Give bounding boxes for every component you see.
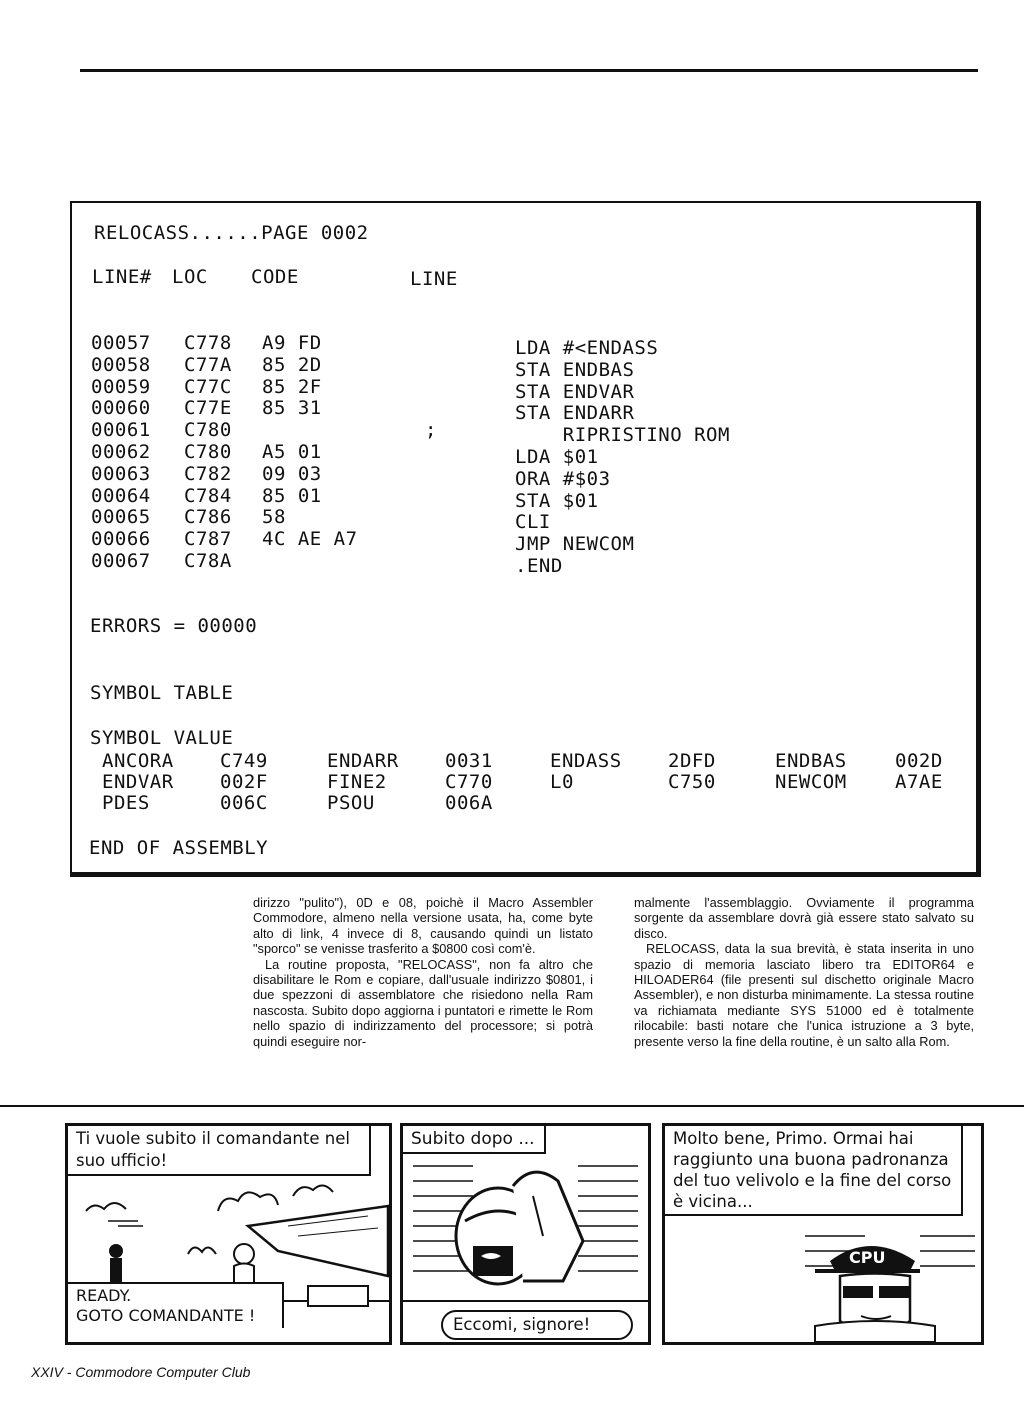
- listing-line: 00063: [91, 462, 151, 485]
- panel-2-speech-bubble: Eccomi, signore!: [441, 1310, 633, 1340]
- symbol-row: [102, 750, 962, 771]
- listing-code: 58: [262, 506, 286, 529]
- listing-instr: STA $01: [515, 489, 599, 512]
- symbol-name: ENDBAS: [775, 750, 847, 772]
- article-paragraph: RELOCASS, data la sua brevità, è stata inserita in uno spazio di memoria lasciato libero tra EDITOR64 e HILOADER64 (file presenti sul dischetto originale Macro Assembler), e non disturba minimamente. La stessa routine va richiamata mediante SYS 51000 ed è totalmente rilocabile: basti notare che l'unica istruzione a 3 byte, presente verso la fine della routine, è un salto alla Rom.: [634, 941, 974, 1049]
- symbol-value: 006C: [220, 792, 268, 814]
- symbol-name: PDES: [102, 792, 150, 814]
- listing-loc: C77A: [184, 353, 232, 376]
- symbol-value: 002D: [895, 750, 943, 772]
- symbol-name: ANCORA: [102, 750, 174, 772]
- listing-title: RELOCASS......PAGE 0002: [94, 222, 369, 244]
- listing-instr: STA ENDBAS: [515, 358, 635, 381]
- listing-row: [91, 440, 971, 468]
- col-header-loc: LOC: [172, 266, 208, 288]
- top-rule: [80, 69, 978, 72]
- listing-loc: C784: [184, 484, 232, 507]
- listing-line: 00060: [91, 397, 151, 420]
- listing-instr: STA ENDVAR: [515, 380, 635, 403]
- comic-panel-2: [400, 1123, 651, 1345]
- symbol-row: [102, 792, 962, 813]
- listing-instr: LDA $01: [515, 445, 599, 468]
- symbol-name: ENDARR: [327, 750, 399, 772]
- listing-line: 00061: [91, 419, 151, 442]
- symbol-row: [102, 771, 962, 792]
- article-column-1: [253, 895, 593, 1049]
- col-header-line: LINE#: [92, 266, 152, 288]
- listing-row: [91, 506, 971, 534]
- listing-row: [91, 528, 971, 556]
- listing-code: 85 01: [262, 484, 322, 507]
- symbol-value: 006A: [445, 792, 493, 814]
- listing-row: [91, 353, 971, 381]
- symbol-value: 0031: [445, 750, 493, 772]
- assembly-listing-box: [70, 201, 981, 877]
- listing-code: A5 01: [262, 440, 322, 463]
- symbol-value: 2DFD: [668, 750, 716, 772]
- errors-line: ERRORS = 00000: [90, 615, 258, 637]
- listing-line: 00059: [91, 375, 151, 398]
- listing-loc: C77E: [184, 397, 232, 420]
- listing-line: 00058: [91, 353, 151, 376]
- listing-code: 85 2F: [262, 375, 322, 398]
- listing-loc: C780: [184, 419, 232, 442]
- col-header-code: CODE: [251, 266, 299, 288]
- panel-3-caption: Molto bene, Primo. Ormai hai raggiunto una buona padronanza del tuo velivolo e la fine del corso è vicina...: [665, 1126, 963, 1216]
- listing-line: 00067: [91, 549, 151, 572]
- listing-instr: STA ENDARR: [515, 402, 635, 425]
- symbol-header: SYMBOL VALUE: [90, 727, 234, 749]
- page-footer: XXIV - Commodore Computer Club: [31, 1364, 251, 1380]
- symbol-rows: [102, 750, 962, 813]
- panel-2-caption: Subito dopo ...: [403, 1126, 546, 1154]
- screen-line-goto: GOTO COMANDANTE !: [76, 1306, 256, 1325]
- listing-line: 00065: [91, 506, 151, 529]
- article-column-2: [634, 895, 974, 1049]
- listing-row: [91, 484, 971, 512]
- symbol-value: C749: [220, 750, 268, 772]
- listing-row: [91, 549, 971, 577]
- panel-1-screen-text: [68, 1282, 284, 1328]
- listing-row: [91, 375, 971, 403]
- listing-instr: ORA #$03: [515, 467, 611, 490]
- listing-loc: C782: [184, 462, 232, 485]
- symbol-name: L0: [550, 771, 574, 793]
- listing-line: 00066: [91, 528, 151, 551]
- listing-instr: .END: [515, 554, 563, 577]
- listing-code: A9 FD: [262, 332, 322, 354]
- listing-line: 00057: [91, 332, 151, 354]
- listing-loc: C787: [184, 528, 232, 551]
- end-of-assembly: END OF ASSEMBLY: [89, 837, 269, 859]
- article-paragraph: La routine proposta, "RELOCASS", non fa altro che disabilitare le Rom e copiare, dall'usuale indirizzo $0801, i due spezzoni di assemblatore che risiedono nella Ram nascosta. Subito dopo aggiorna i puntatori e rimette le Rom nello spazio di indirizzamento del processore; si potrà quindi eseguire nor-: [253, 956, 593, 1049]
- symbol-name: PSOU: [327, 792, 375, 814]
- listing-code: 4C AE A7: [262, 528, 358, 551]
- symbol-value: A7AE: [895, 771, 943, 793]
- listing-line: 00062: [91, 440, 151, 463]
- listing-code: 85 31: [262, 397, 322, 420]
- symbol-name: FINE2: [327, 771, 387, 793]
- symbol-value: C770: [445, 771, 493, 793]
- listing-instr: LDA #<ENDASS: [515, 337, 659, 359]
- article-paragraph: malmente l'assemblaggio. Ovviamente il programma sorgente da assemblare dovrà già essere stato salvato su disco.: [634, 895, 974, 941]
- listing-code: 09 03: [262, 462, 322, 485]
- symbol-table-title: SYMBOL TABLE: [90, 682, 234, 704]
- listing-row: [91, 332, 971, 359]
- listing-loc: C778: [184, 332, 232, 354]
- screen-line-ready: READY.: [76, 1286, 132, 1305]
- listing-loc: C780: [184, 440, 232, 463]
- listing-row: [91, 419, 971, 447]
- listing-instr: CLI: [515, 511, 551, 534]
- symbol-name: ENDASS: [550, 750, 622, 772]
- listing-rows: [91, 332, 971, 577]
- comic-panel-1: [65, 1123, 392, 1345]
- listing-code: 85 2D: [262, 353, 322, 376]
- section-divider: [0, 1105, 1024, 1107]
- listing-line: 00064: [91, 484, 151, 507]
- panel-1-caption: Ti vuole subito il comandante nel suo ufficio!: [68, 1126, 371, 1176]
- symbol-name: NEWCOM: [775, 771, 847, 793]
- listing-row: [91, 462, 971, 490]
- comic-panel-3: [662, 1123, 984, 1345]
- listing-loc: C786: [184, 506, 232, 529]
- symbol-value: 002F: [220, 771, 268, 793]
- cap-label: CPU: [849, 1248, 886, 1267]
- listing-label: ;: [425, 419, 437, 442]
- listing-instr: RIPRISTINO ROM: [515, 424, 730, 447]
- col-header-source: LINE: [410, 268, 458, 290]
- symbol-value: C750: [668, 771, 716, 793]
- symbol-name: ENDVAR: [102, 771, 174, 793]
- listing-row: [91, 397, 971, 425]
- article-paragraph: dirizzo "pulito"), 0D e 08, poichè il Macro Assembler Commodore, almeno nella versione usata, ha, come byte alto di link, 4 invece di 8, causando quindi un listato "sporco" se venisse trasferito a $0800 così com'è.: [253, 895, 593, 957]
- listing-instr: JMP NEWCOM: [515, 533, 635, 556]
- listing-loc: C78A: [184, 549, 232, 572]
- listing-loc: C77C: [184, 375, 232, 398]
